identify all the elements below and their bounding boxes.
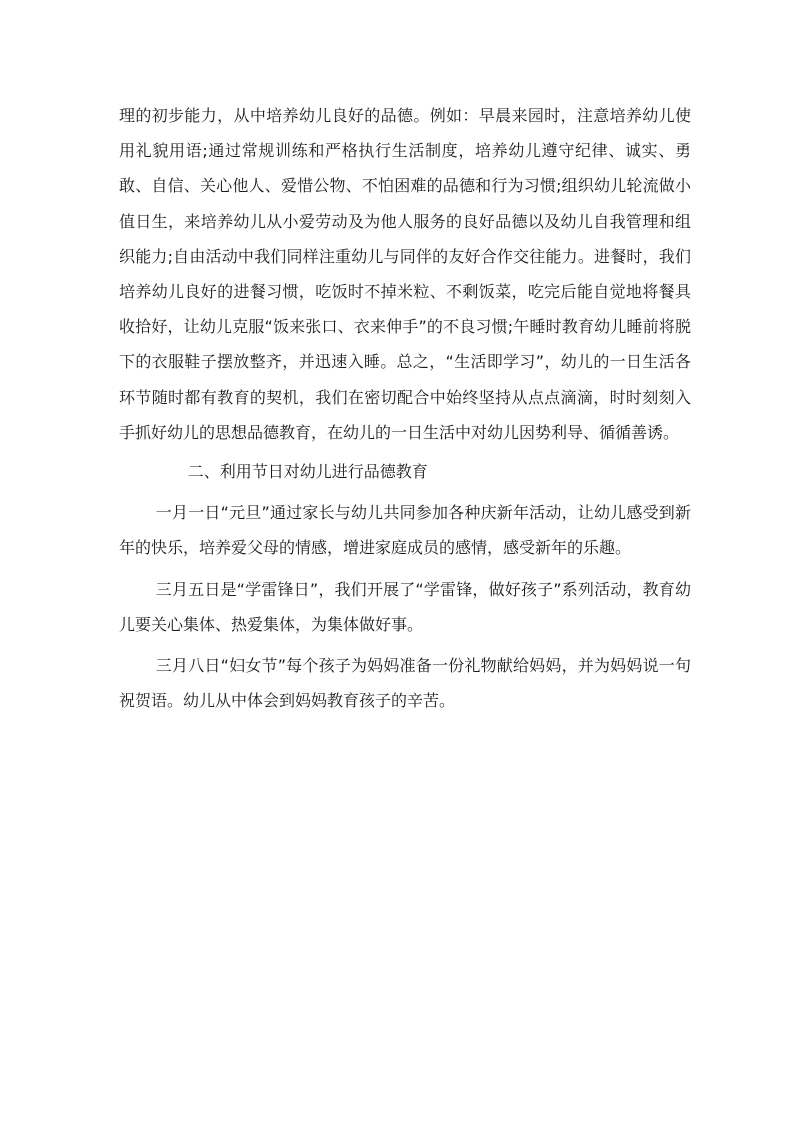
- paragraph-new-year: 一月一日“元旦”通过家长与幼儿共同参加各种庆新年活动，让幼儿感受到新年的快乐，培养爱父母的情感，增进家庭成员的感情，感受新年的乐趣。: [119, 503, 691, 558]
- paragraph-womens-day: 三月八日“妇女节”每个孩子为妈妈准备一份礼物献给妈妈，并为妈妈说一句祝贺语。幼儿从中体会到妈妈教育孩子的辛苦。: [119, 656, 691, 711]
- paragraph-continuation: 理的初步能力，从中培养幼儿良好的品德。例如：早晨来园时，注意培养幼儿使用礼貌用语;通过常规训练和严格执行生活制度，培养幼儿遵守纪律、诚实、勇敢、自信、关心他人、爱惜公物、不怕困难的品德和行为习惯;组织幼儿轮流做小值日生，来培养幼儿从小爱劳动及为他人服务的良好品德以及幼儿自我管理和组织能力;自由活动中我们同样注重幼儿与同伴的友好合作交往能力。进餐时，我们培养幼儿良好的进餐习惯，吃饭时不掉米粒、不剩饭菜，吃完后能自觉地将餐具收拾好，让幼儿克服“饭来张口、衣来伸手”的不良习惯;午睡时教育幼儿睡前将脱下的衣服鞋子摆放整齐，并迅速入睡。总之，“生活即学习”，幼儿的一日生活各环节随时都有教育的契机，我们在密切配合中始终坚持从点点滴滴，时时刻刻入手抓好幼儿的思想品德教育，在幼儿的一日生活中对幼儿因势利导、循循善诱。: [119, 106, 691, 442]
- document-body: [119, 98, 691, 718]
- section-heading: 二、利用节日对幼儿进行品德教育: [187, 462, 428, 482]
- paragraph-lei-feng-day: 三月五日是“学雷锋日”，我们开展了“学雷锋，做好孩子”系列活动，教育幼儿要关心集体、热爱集体，为集体做好事。: [119, 579, 691, 634]
